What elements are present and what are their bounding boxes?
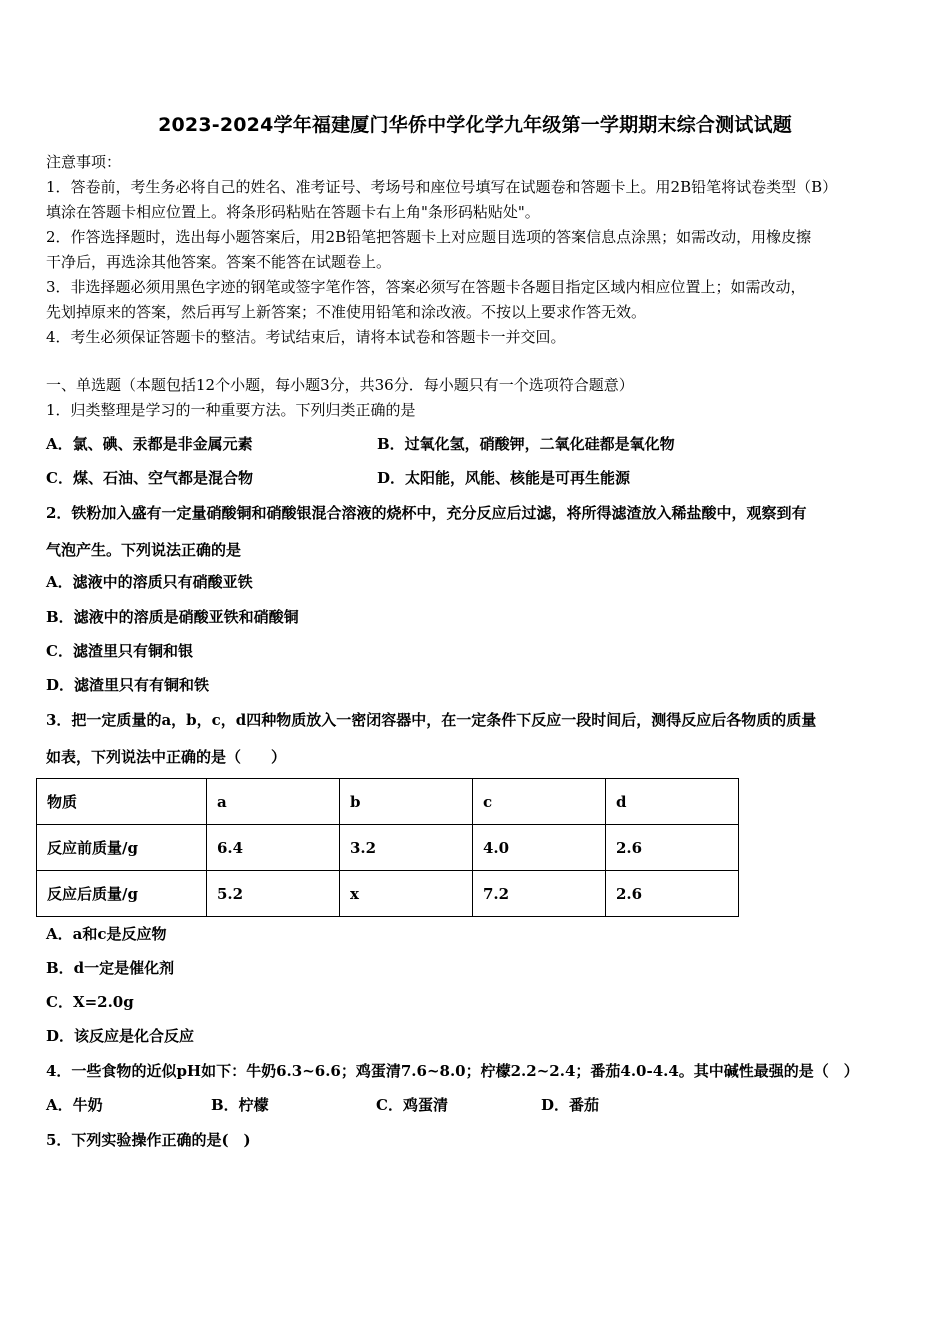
notice-line: 3．非选择题必须用黑色字迹的钢笔或签字笔作答，答案必须写在答题卡各题目指定区域内相应位置上；如需改动， bbox=[46, 278, 806, 296]
table-header-cell: c bbox=[473, 779, 606, 825]
table-cell: 6.4 bbox=[207, 825, 340, 871]
table-header-cell: a bbox=[207, 779, 340, 825]
question-4-option-b: B．柠檬 bbox=[211, 1096, 269, 1114]
question-3-option-a: A．a和c是反应物 bbox=[46, 925, 167, 943]
table-header-row bbox=[37, 779, 739, 825]
notice-line: 2．作答选择题时，选出每小题答案后，用2B铅笔把答题卡上对应题目选项的答案信息点涂黑；如需改动，用橡皮擦 bbox=[46, 228, 812, 246]
table-cell: 反应前质量/g bbox=[37, 825, 207, 871]
table-cell: 反应后质量/g bbox=[37, 871, 207, 917]
question-1-option-c: C．煤、石油、空气都是混合物 bbox=[46, 469, 253, 487]
question-1-option-d: D．太阳能，风能、核能是可再生能源 bbox=[377, 469, 631, 487]
table-cell: 7.2 bbox=[473, 871, 606, 917]
table-cell: 5.2 bbox=[207, 871, 340, 917]
table-header-cell: 物质 bbox=[37, 779, 207, 825]
table-header-cell: b bbox=[340, 779, 473, 825]
table-cell: x bbox=[340, 871, 473, 917]
notice-line: 先划掉原来的答案，然后再写上新答案；不准使用铅笔和涂改液。不按以上要求作答无效。 bbox=[46, 303, 647, 321]
table-cell: 4.0 bbox=[473, 825, 606, 871]
question-2-stem: 2．铁粉加入盛有一定量硝酸铜和硝酸银混合溶液的烧杯中，充分反应后过滤，将所得滤渣放入稀盐酸中，观察到有 bbox=[46, 504, 807, 522]
question-4-stem: 4．一些食物的近似pH如下：牛奶6.3~6.6；鸡蛋清7.6~8.0；柠檬2.2~2.4；番茄4.0-4.4。其中碱性最强的是（ ） bbox=[46, 1062, 859, 1080]
question-2-stem-cont: 气泡产生。下列说法正确的是 bbox=[46, 541, 242, 559]
question-5-stem: 5．下列实验操作正确的是( ) bbox=[46, 1131, 251, 1149]
question-4-option-d: D．番茄 bbox=[541, 1096, 600, 1114]
question-3-option-d: D．该反应是化合反应 bbox=[46, 1027, 195, 1045]
question-2-option-c: C．滤渣里只有铜和银 bbox=[46, 642, 193, 660]
section-heading: 一、单选题（本题包括12个小题，每小题3分，共36分．每小题只有一个选项符合题意） bbox=[46, 376, 634, 394]
notice-line: 填涂在答题卡相应位置上。将条形码粘贴在答题卡右上角"条形码粘贴处"。 bbox=[46, 203, 540, 221]
question-1-stem: 1．归类整理是学习的一种重要方法。下列归类正确的是 bbox=[46, 401, 416, 419]
question-1-option-b: B．过氧化氢，硝酸钾，二氧化硅都是氧化物 bbox=[377, 435, 675, 453]
question-3-stem-cont: 如表，下列说法中正确的是（ ） bbox=[46, 748, 287, 766]
notice-line: 1．答卷前，考生务必将自己的姓名、准考证号、考场号和座位号填写在试题卷和答题卡上。用2B铅笔将试卷类型（B） bbox=[46, 178, 838, 196]
notice-line: 干净后，再选涂其他答案。答案不能答在试题卷上。 bbox=[46, 253, 392, 271]
question-4-option-a: A．牛奶 bbox=[46, 1096, 103, 1114]
page-title: 2023-2024学年福建厦门华侨中学化学九年级第一学期期末综合测试试题 bbox=[158, 114, 792, 136]
question-4-option-c: C．鸡蛋清 bbox=[376, 1096, 448, 1114]
table-header-cell: d bbox=[606, 779, 739, 825]
table-cell: 3.2 bbox=[340, 825, 473, 871]
question-3-stem: 3．把一定质量的a，b，c，d四种物质放入一密闭容器中，在一定条件下反应一段时间后，测得反应后各物质的质量 bbox=[46, 711, 817, 729]
mass-table bbox=[36, 778, 739, 917]
table-row bbox=[37, 871, 739, 917]
table-cell: 2.6 bbox=[606, 871, 739, 917]
table-row bbox=[37, 825, 739, 871]
question-2-option-a: A．滤液中的溶质只有硝酸亚铁 bbox=[46, 573, 253, 591]
table-cell: 2.6 bbox=[606, 825, 739, 871]
notice-heading: 注意事项： bbox=[46, 153, 122, 171]
question-1-option-a: A．氯、碘、汞都是非金属元素 bbox=[46, 435, 253, 453]
question-3-option-c: C．X=2.0g bbox=[46, 993, 134, 1011]
question-2-option-d: D．滤渣里只有有铜和铁 bbox=[46, 676, 210, 694]
question-2-option-b: B．滤液中的溶质是硝酸亚铁和硝酸铜 bbox=[46, 608, 299, 626]
question-3-option-b: B．d一定是催化剂 bbox=[46, 959, 175, 977]
notice-line: 4．考生必须保证答题卡的整洁。考试结束后，请将本试卷和答题卡一并交回。 bbox=[46, 328, 566, 346]
